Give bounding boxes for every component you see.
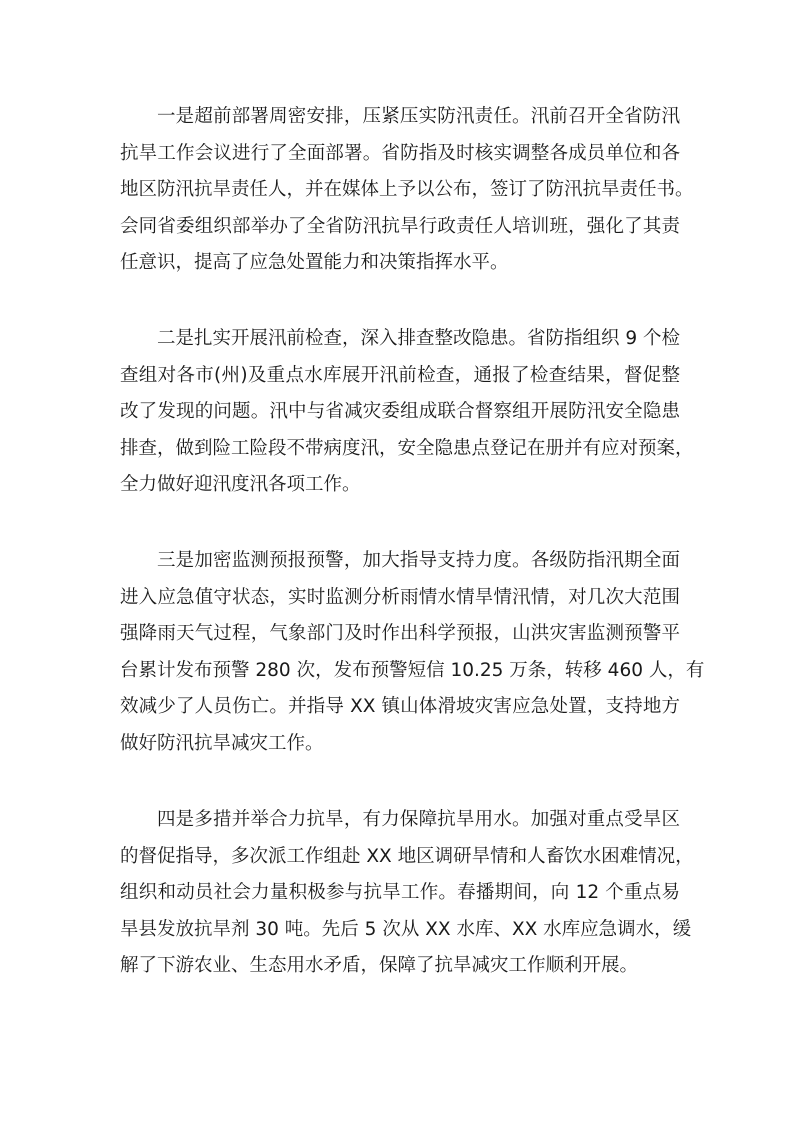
paragraph-line: 的督促指导，多次派工作组赴 XX 地区调研旱情和人畜饮水困难情况， (120, 845, 694, 867)
paragraph-line: 解了下游农业、生态用水矛盾，保障了抗旱减灾工作顺利开展。 (120, 955, 639, 976)
paragraph-line: 做好防汛抗旱减灾工作。 (120, 732, 324, 754)
paragraph-line: 会同省委组织部举办了全省防汛抗旱行政责任人培训班，强化了其责 (120, 215, 680, 237)
paragraph-line: 台累计发布预警 280 次，发布预警短信 10.25 万条，转移 460 人，有 (120, 659, 705, 681)
paragraph-line: 改了发现的问题。汛中与省减灾委组成联合督察组开展防汛安全隐患 (120, 401, 680, 422)
paragraph-line: 二是扎实开展汛前检查，深入排查整改隐患。省防指组织 9 个检 (157, 328, 681, 349)
paragraph-line: 旱县发放抗旱剂 30 吨。先后 5 次从 XX 水库、XX 水库应急调水，缓 (120, 918, 692, 940)
paragraph-line: 组织和动员社会力量积极参与抗旱工作。春播期间，向 12 个重点易 (120, 882, 680, 903)
paragraph-line: 任意识，提高了应急处置能力和决策指挥水平。 (120, 252, 509, 273)
paragraph-4 (120, 802, 694, 985)
paragraph-line: 四是多措并举合力抗旱，有力保障抗旱用水。加强对重点受旱区 (157, 809, 680, 830)
paragraph-line: 查组对各市(州)及重点水库展开汛前检查，通报了检查结果，督促整 (120, 364, 680, 386)
paragraph-line: 排查，做到险工险段不带病度汛，安全隐患点登记在册并有应对预案， (120, 437, 694, 459)
paragraph-line: 地区防汛抗旱责任人，并在媒体上予以公布，签订了防汛抗旱责任书。 (120, 179, 694, 200)
paragraph-line: 效减少了人员伤亡。并指导 XX 镇山体滑坡灾害应急处置，支持地方 (120, 696, 680, 717)
paragraph-1 (120, 99, 694, 282)
paragraph-2 (120, 321, 694, 504)
paragraph-line: 全力做好迎汛度汛各项工作。 (120, 474, 361, 495)
paragraph-line: 强降雨天气过程，气象部门及时作出科学预报，山洪灾害监测预警平 (120, 623, 680, 644)
paragraph-line: 进入应急值守状态，实时监测分析雨情水情旱情汛情，对几次大范围 (120, 586, 680, 608)
paragraph-line: 一是超前部署周密安排，压紧压实防汛责任。汛前召开全省防汛 (157, 106, 680, 127)
paragraph-line: 抗旱工作会议进行了全面部署。省防指及时核实调整各成员单位和各 (120, 142, 680, 164)
paragraph-3 (120, 543, 705, 762)
paragraph-line: 三是加密监测预报预警，加大指导支持力度。各级防指汛期全面 (157, 550, 680, 571)
